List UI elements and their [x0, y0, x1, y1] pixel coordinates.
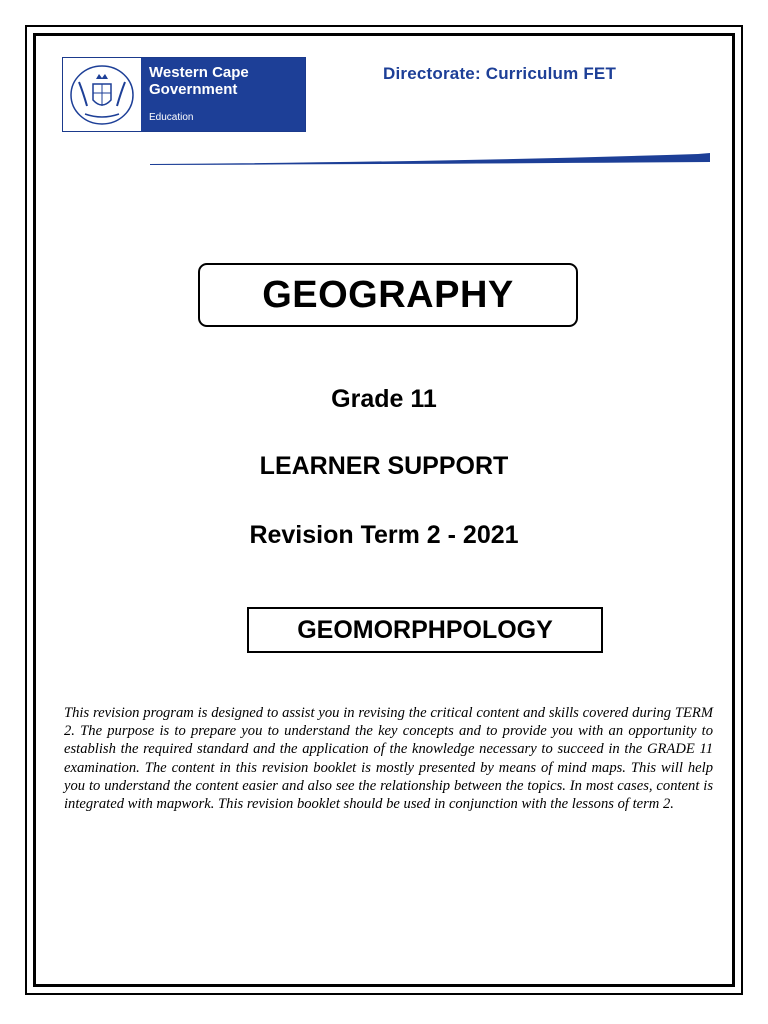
government-logo [62, 57, 306, 132]
topic-box [247, 607, 603, 653]
directorate-heading: Directorate: Curriculum FET [383, 64, 617, 83]
grade-label: Grade 11 [331, 385, 437, 413]
topic-title: GEOMORPHPOLOGY [297, 615, 553, 644]
logo-department: Education [149, 112, 194, 123]
page-border-inner [33, 33, 735, 987]
logo-panel [141, 58, 305, 131]
intro-paragraph: This revision program is designed to assist you in revising the critical content and skills covered during TERM 2. The purpose is to prepare you to understand the key concepts and to provide you with an opportunity to establish the required standard and the application of the knowledge necessary to succeed in the GRADE 11 examination. The content in this revision booklet is mostly presented by means of mind maps. This will help you to understand the content easier and also see the relationship between the topics. In most cases, content is integrated with mapwork. This revision booklet should be used in conjunction with the lessons of term 2. [64, 705, 713, 813]
header-swoosh-line [150, 148, 710, 166]
logo-org-name: Western Cape Government [149, 64, 249, 98]
revision-term-label: Revision Term 2 - 2021 [249, 521, 519, 549]
learner-support-label: LEARNER SUPPORT [259, 452, 509, 480]
subject-title: GEOGRAPHY [262, 273, 514, 316]
subject-title-box [198, 263, 578, 327]
coat-of-arms-icon [67, 62, 137, 128]
